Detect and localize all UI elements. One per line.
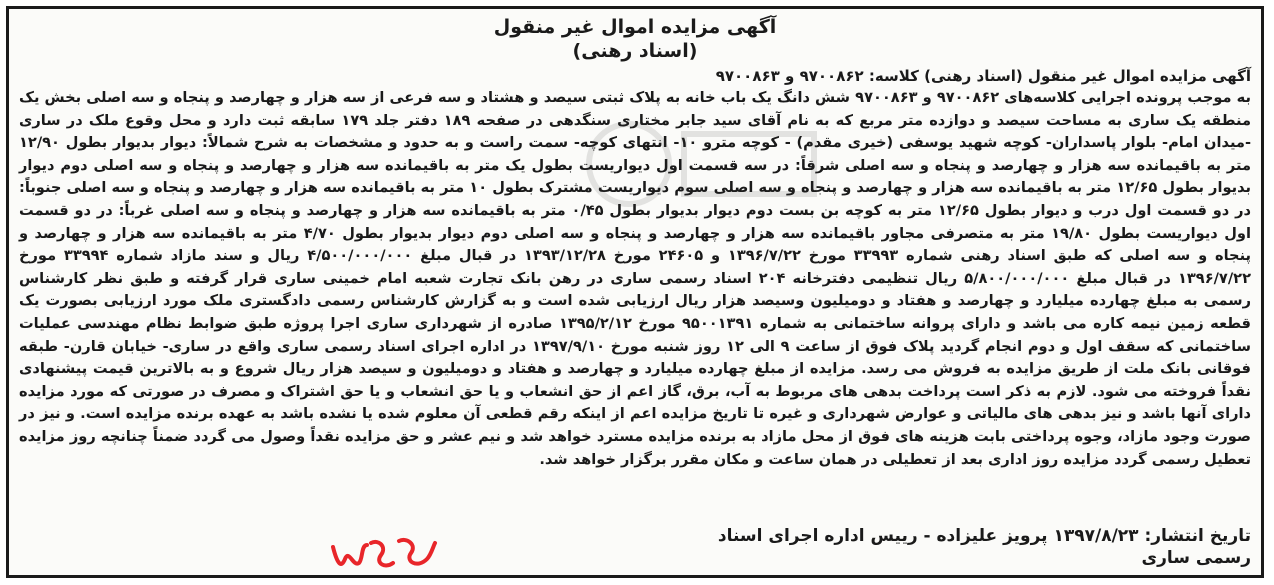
notice-subtitle: (اسناد رهنی) [572,40,698,62]
notice-title: آگهی مزایده اموال غیر منقول [493,16,777,38]
office-name-line: رسمی ساری [1141,548,1251,568]
notice-body: به موجب پرونده اجرایی کلاسه‌های ۹۷۰۰۸۶۲ و ۹۷۰۰۸۶۳ شش دانگ یک باب خانه به پلاک ثبتی سیصد و هشتاد و سه فرعی از سه هزار و چهارصد و پنجاه و سه اصلی بخش یک منطقه یک ساری به مساحت سیصد و دوازده متر مربع که به نام آقای سید جابر مختاری سنگدهی در صفحه ۱۸۹ دفتر جلد ۱۷۹ سابقه ثبت دارد و محل وقوع ملک در ساری -میدان امام- بلوار پاسداران- کوچه شهید یوسفی (خیری مقدم) - کوچه مترو ۱۰- انتهای کوچه- سمت راست و به حدود و مشخصات به شرح شمالاً: دیوار بدیوار بطول ۱۲/۹۰ متر به باقیمانده سه هزار و چهارصد و پنجاه و سه اصلی شرقاً: در سه قسمت اول دیواریست بطول یک متر به باقیمانده سه هزار و چهارصد و پنجاه و سه اصلی دوم دیوار بدیوار بطول ۱۲/۶۵ متر به باقیمانده سه هزار و چهارصد و پنجاه و سه اصلی سوم دیواریست مشترک بطول ۱۰ متر به باقیمانده سه هزار و چهارصد و پنجاه و سه اصلی جنوباً: در دو قسمت اول درب و دیوار بطول ۱۲/۶۵ متر به کوچه بن بست دوم دیوار بدیوار بطول ۰/۴۵ متر به باقیمانده سه هزار و چهارصد و پنجاه و سه اصلی غرباً: در دو قسمت اول دیواریست بطول ۱۹/۸۰ متر به متصرفی مجاور باقیمانده سه هزار و چهارصد و پنجاه و سه اصلی دوم دیوار بدیوار بطول ۴/۷۰ متر به باقیمانده سه هزار و چهارصد و پنجاه و سه اصلی که طبق اسناد رهنی شماره ۳۳۹۹۳ مورخ ۱۳۹۶/۷/۲۲ و ۲۴۶۰۵ مورخ ۱۳۹۳/۱۲/۲۸ در قبال مبلغ ۴/۵۰۰/۰۰۰/۰۰۰ ریال و سند مازاد شماره ۳۳۹۹۴ مورخ ۱۳۹۶/۷/۲۲ در قبال مبلغ ۵/۸۰۰/۰۰۰/۰۰۰ ریال تنظیمی دفترخانه ۲۰۴ اسناد رسمی ساری در رهن بانک تجارت شعبه امام خمینی ساری قرار گرفته و طبق نظر کارشناس رسمی به مبلغ چهارده میلیارد و چهارصد و هفتاد و دومیلیون وسیصد هزار ریال ارزیابی شده است و به گزارش کارشناس رسمی دادگستری ملک مورد ارزیابی بصورت یک قطعه زمین نیمه کاره می باشد و دارای پروانه ساختمانی به شماره ۹۵۰۰۱۳۹۱ مورخ ۱۳۹۵/۲/۱۲ صادره از شهرداری ساری اجرا پروژه طبق ضوابط نظام مهندسی عملیات ساختمانی که سقف اول و دوم انجام گردید پلاک فوق از ساعت ۹ الی ۱۲ روز شنبه مورخ ۱۳۹۷/۹/۱۰ در اداره اجرای اسناد رسمی ساری واقع در ساری- خیابان قارن- طبقه فوقانی بانک ملت از طریق مزایده به فروش می رسد. مزایده از مبلغ چهارده میلیارد و چهارصد و هفتاد و دومیلیون و سیصد هزار ریال شروع و به بالاترین قیمت پیشنهادی نقداً فروخته می شود. لازم به ذکر است پرداخت بدهی های مربوط به آب، برق، گاز اعم از حق انشعاب و یا حق انشعاب و یا حق اشتراک و مصرف در صورتی که مورد مزایده دارای آنها باشد و نیز بدهی های مالیاتی و عوارض شهرداری و غیره تا تاریخ مزایده اعم از اینکه رقم قطعی آن معلوم شده یا نشده باشد به عهده برنده مزایده است. و نیز در صورت وجود مازاد، وجوه پرداختی بابت هزینه های فوق از محل مازاد به برنده مزایده مسترد خواهد شد و نیم عشر و حق مزایده نقداً وصول می گردد ضمناً چنانچه روز مزایده تعطیل رسمی گردد مزایده روز اداری بعد از تعطیلی در همان ساعت و مکان مقرر برگزار خواهد شد. [19,89,1252,468]
publish-footer [718,525,1251,569]
auction-notice [6,6,1264,578]
watermark-logo [569,109,829,219]
handwritten-signature [327,533,439,575]
publish-date-line: تاریخ انتشار: ۱۳۹۷/۸/۲۳ پرویز علیزاده - رییس اداره اجرای اسناد [717,526,1251,546]
case-reference: آگهی مزایده اموال غیر منقول (اسناد رهنی) کلاسه: ۹۷۰۰۸۶۲ و ۹۷۰۰۸۶۳ [715,67,1251,85]
